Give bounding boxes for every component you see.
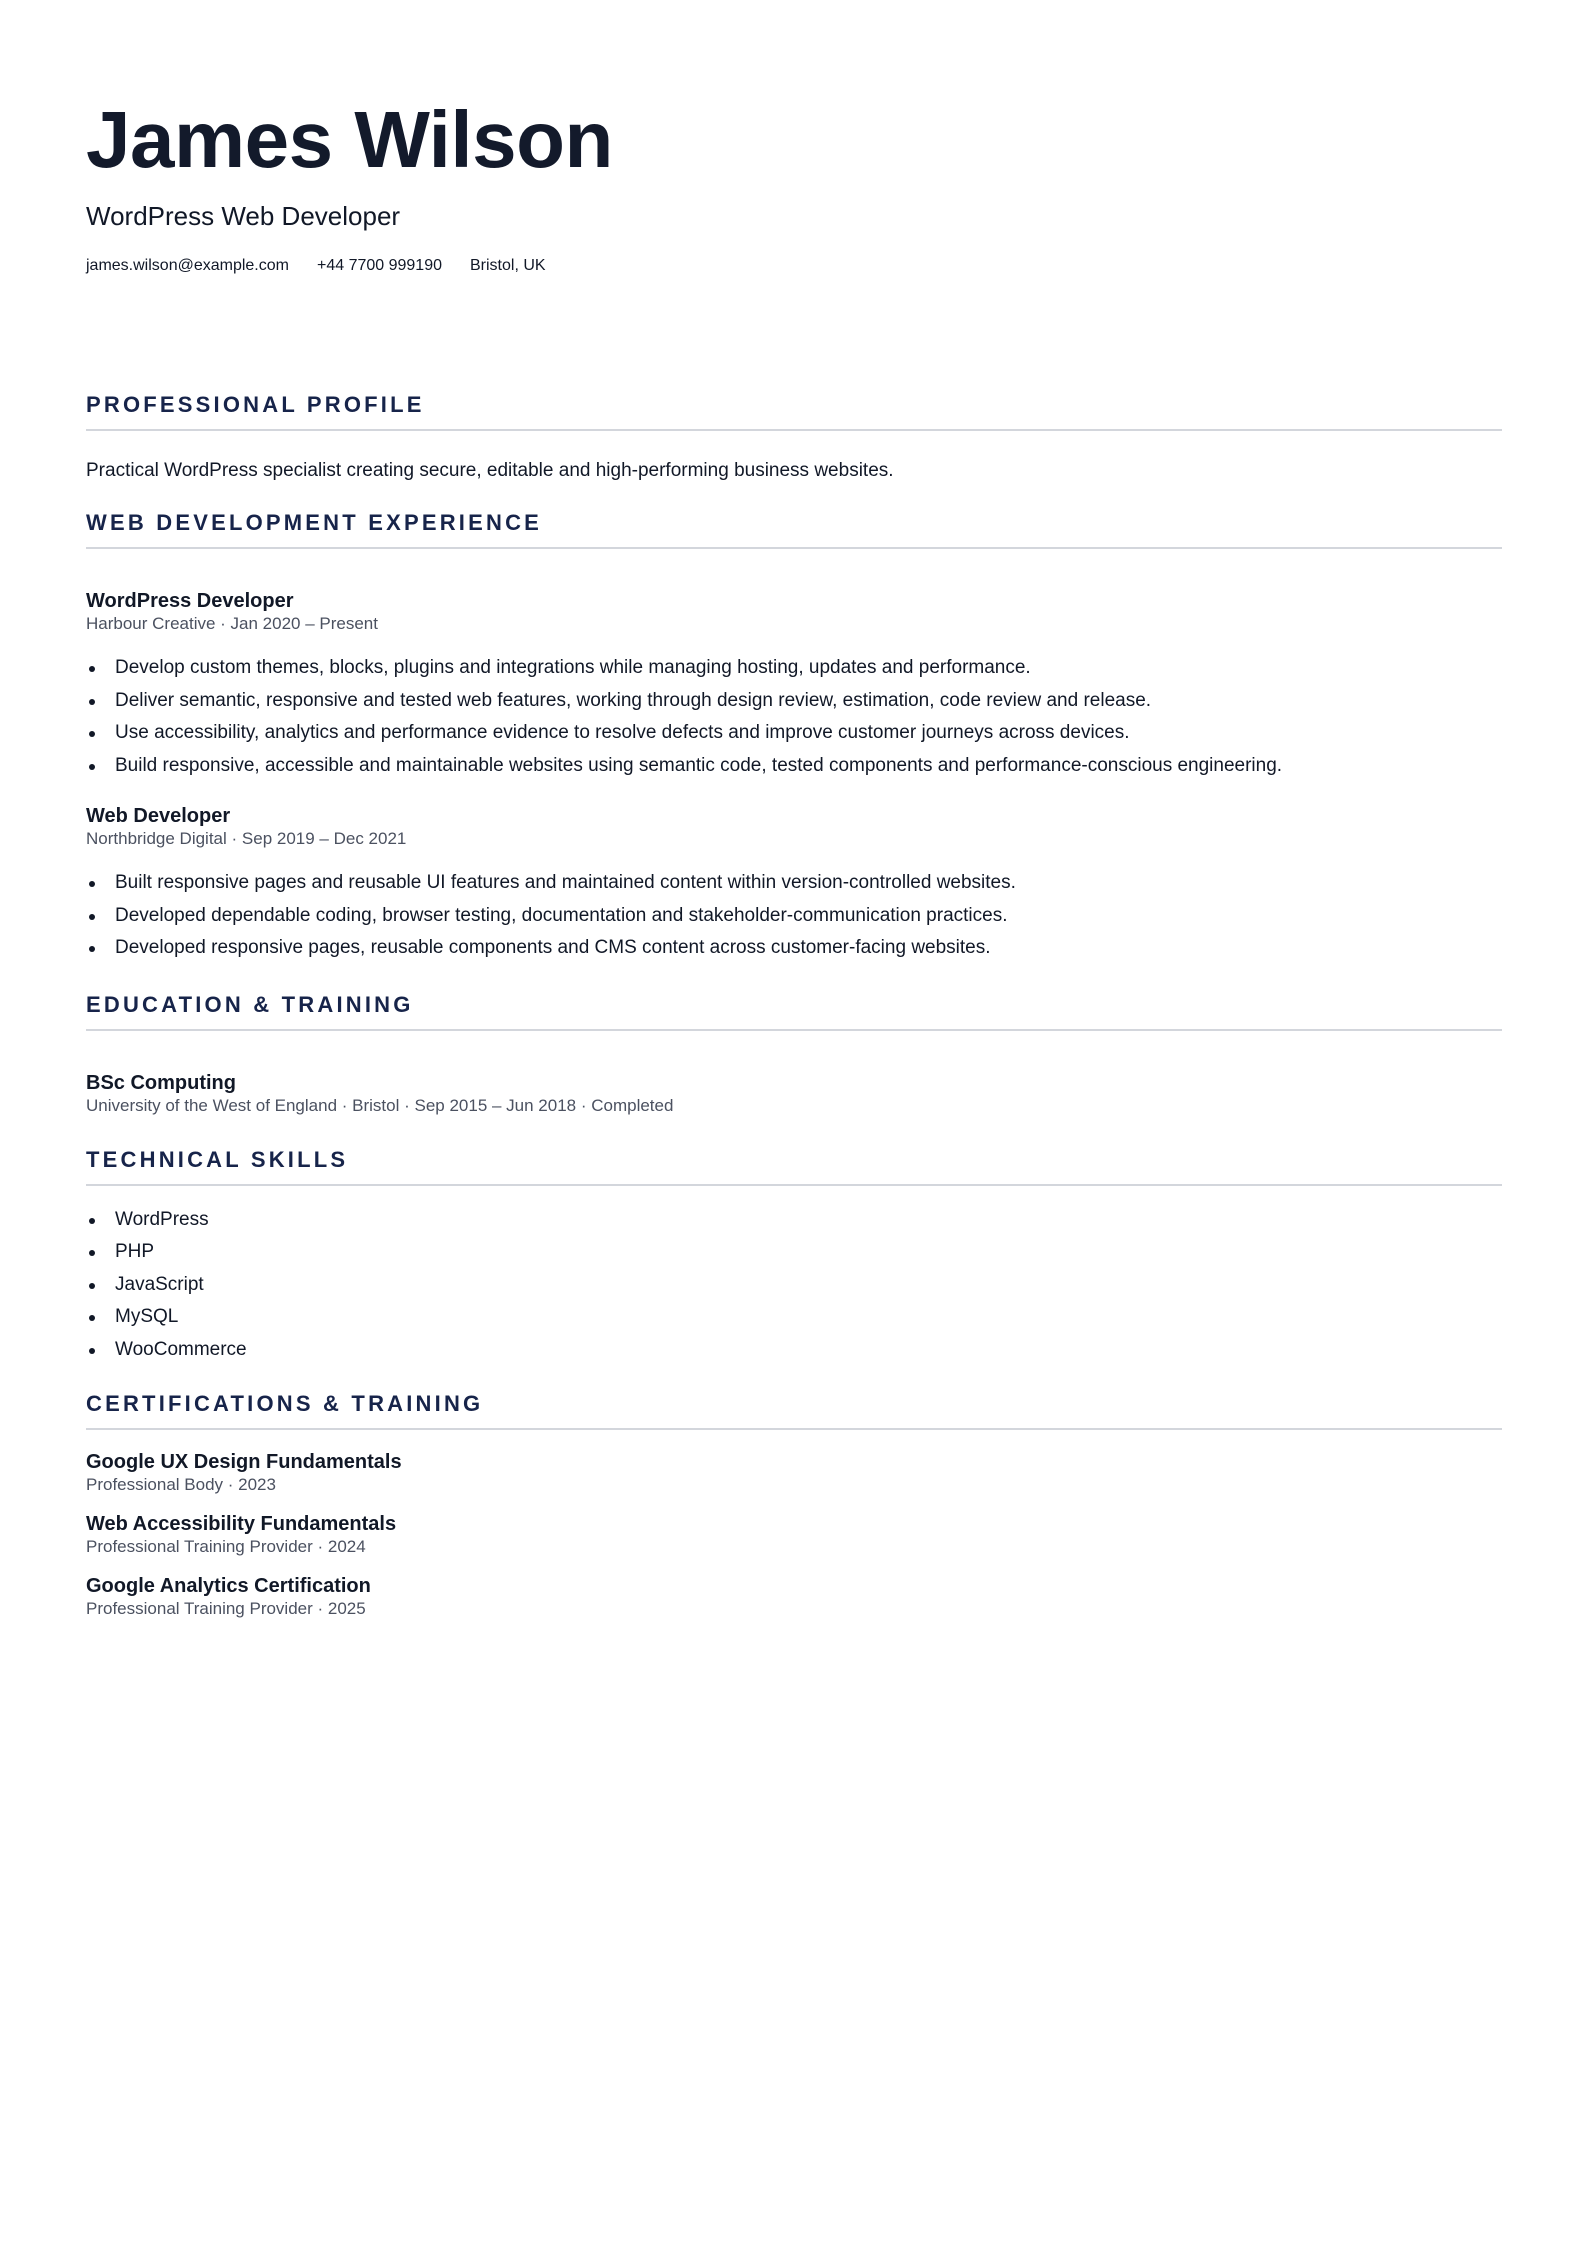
certification-entry [86,1450,1502,1495]
skill-item: WordPress [86,1204,1502,1237]
section-heading: TECHNICAL SKILLS [86,1146,349,1172]
section-divider [86,1428,1502,1430]
certification-title: Google UX Design Fundamentals [86,1451,402,1473]
section-divider [86,1184,1502,1186]
profile-summary: Practical WordPress specialist creating secure, editable and high-performing business websites. [86,460,894,481]
section-divider [86,547,1502,549]
certification-title: Web Accessibility Fundamentals [86,1513,397,1535]
job-entry-meta: Harbour Creative · Jan 2020 – Present [86,614,378,633]
section-divider [86,1029,1502,1031]
bullet-item: Develop custom themes, blocks, plugins and integrations while managing hosting, updates and performance. [86,652,1502,685]
candidate-name: James Wilson [86,95,613,184]
certification-entry [86,1512,1502,1557]
degree-title: BSc Computing [86,1071,236,1094]
job-entry [86,804,1502,965]
location: Bristol, UK [470,257,546,274]
section-heading: EDUCATION & TRAINING [86,991,414,1017]
skill-item: PHP [86,1236,1502,1269]
certifications-section [86,1390,1502,1619]
section-heading: PROFESSIONAL PROFILE [86,392,425,417]
skills-list [86,1204,1502,1367]
job-entry [86,589,1502,782]
certification-title: Google Analytics Certification [86,1575,371,1597]
job-entry-title: Web Developer [86,805,231,827]
bullet-item: Deliver semantic, responsive and tested web features, working through design review, estimation, code review and release. [86,685,1502,718]
profile-section [86,391,1502,483]
skill-item: JavaScript [86,1269,1502,1302]
bullet-item: Developed responsive pages, reusable components and CMS content across customer-facing websites. [86,932,1502,965]
skill-item: MySQL [86,1301,1502,1334]
skill-item: WooCommerce [86,1334,1502,1367]
phone-number[interactable]: +44 7700 999190 [316,257,442,274]
section-heading: WEB DEVELOPMENT EXPERIENCE [86,510,543,535]
bullet-item: Built responsive pages and reusable UI features and maintained content within version-controlled websites. [86,867,1502,900]
experience-section [86,509,1502,965]
job-title: WordPress Web Developer [86,201,401,231]
certification-entry [86,1574,1502,1619]
education-section [86,991,1502,1116]
job-entry-meta: Northbridge Digital · Sep 2019 – Dec 2021 [86,829,407,848]
section-heading: CERTIFICATIONS & TRAINING [86,1391,484,1416]
certification-meta: Professional Training Provider · 2025 [86,1599,366,1618]
job-entry-title: WordPress Developer [86,590,294,612]
job-bullets [86,867,1502,965]
bullet-item: Use accessibility, analytics and performance evidence to resolve defects and improve customer journeys across devices. [86,717,1502,750]
certification-meta: Professional Training Provider · 2024 [86,1537,366,1556]
certification-meta: Professional Body · 2023 [86,1475,276,1494]
bullet-item: Build responsive, accessible and maintainable websites using semantic code, tested components and performance-conscious engineering. [86,750,1502,783]
resume-header [86,0,1502,276]
contact-info [86,256,1502,276]
email-address[interactable]: james.wilson@example.com [86,257,289,274]
bullet-item: Developed dependable coding, browser testing, documentation and stakeholder-communication practices. [86,900,1502,933]
degree-meta: University of the West of England · Bristol · Sep 2015 – Jun 2018 · Completed [86,1095,674,1115]
section-divider [86,429,1502,431]
job-bullets [86,652,1502,782]
education-entry [86,1071,1502,1116]
skills-section [86,1146,1502,1367]
